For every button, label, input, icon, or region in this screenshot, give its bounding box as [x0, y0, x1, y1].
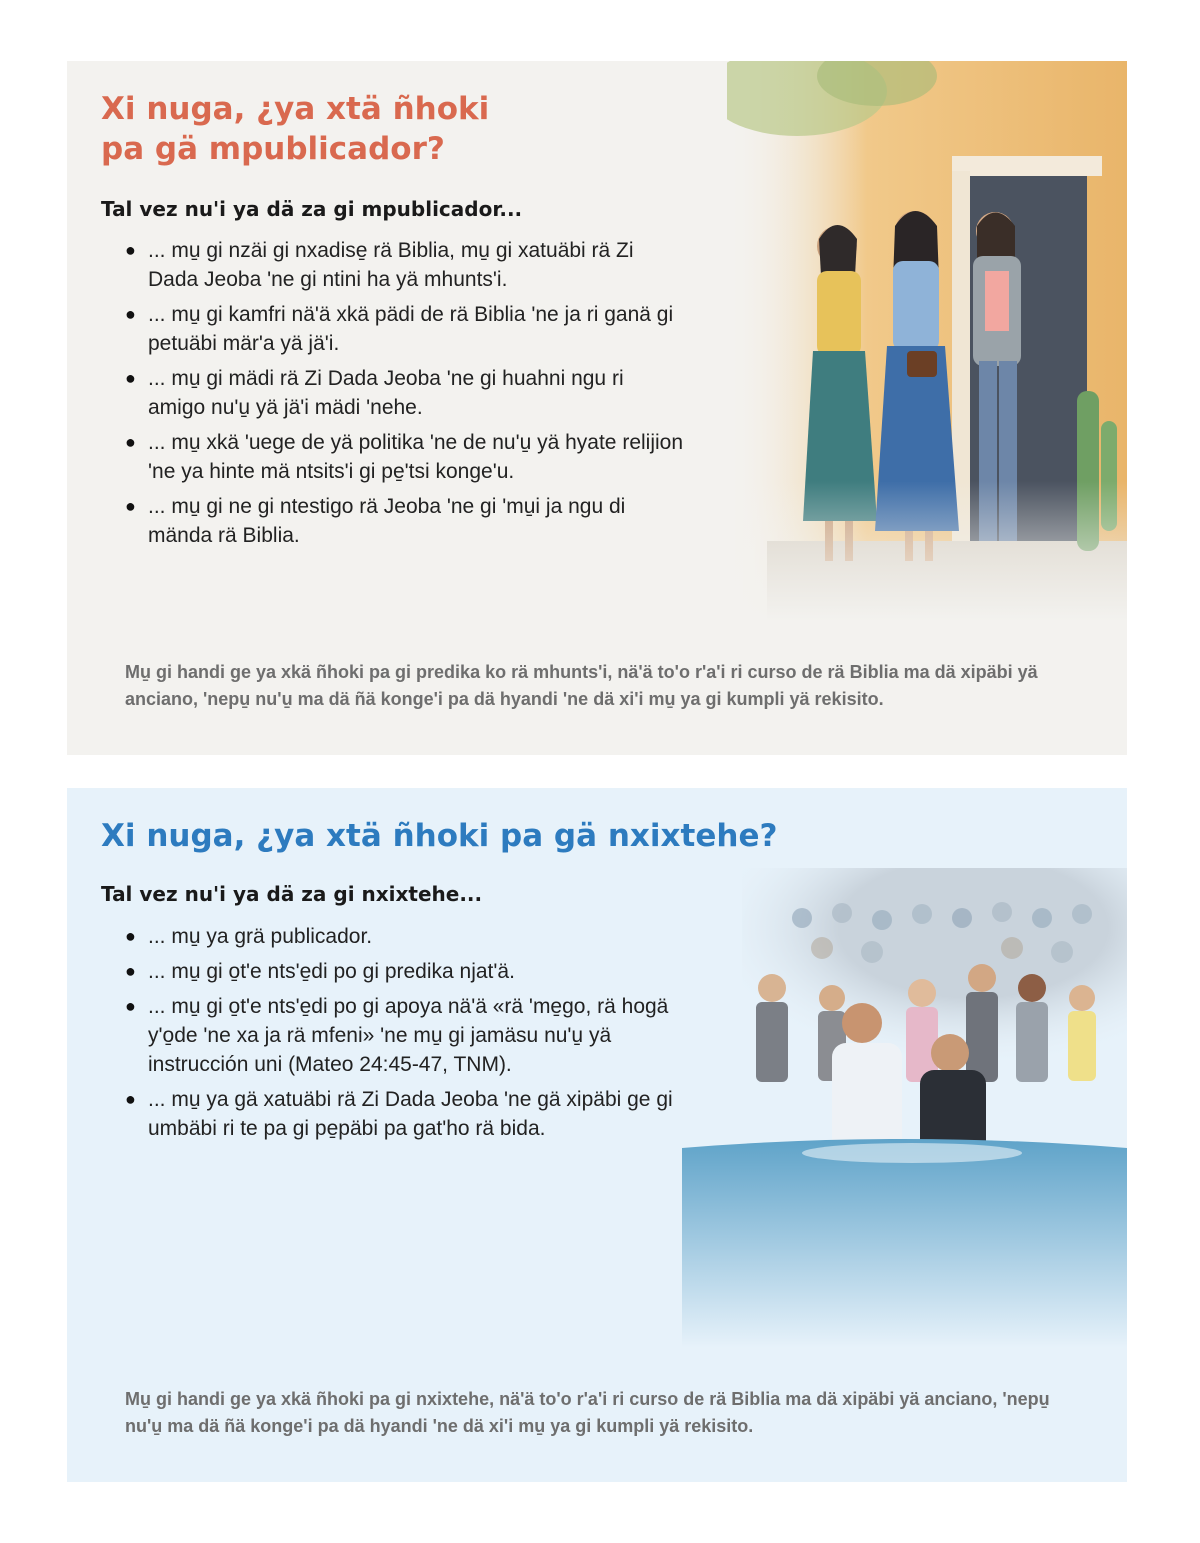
bullet-icon: ● [125, 996, 136, 1016]
list-item: ● ... mu̱ xkä 'uege de yä politika 'ne de nu'u̱ yä hyate relijion 'ne ya hinte mä ntsits'i gi pe̱'tsi konge'u. [125, 428, 685, 486]
list-item: ● ... mu̱ gi ne gi ntestigo rä Jeoba 'ne gi 'mu̱i ja ngu di mända rä Biblia. [125, 492, 685, 550]
publisher-title: Xi nuga, ¿ya xtä ñhoki pa gä mpublicador? [101, 91, 490, 167]
baptism-subtitle: Tal vez nu'i ya dä za gi nxixtehe... [101, 882, 483, 906]
bullet-icon: ● [125, 1089, 136, 1109]
list-item: ● ... mu̱ gi mädi rä Zi Dada Jeoba 'ne gi huahni ngu ri amigo nu'u̱ yä jä'i mädi 'nehe. [125, 364, 685, 422]
baptism-requirements-list [125, 922, 685, 1149]
list-item: ● ... mu̱ ya gä xatuäbi rä Zi Dada Jeoba 'ne gä xipäbi ge gi umbäbi ri te pa gi pe̱päbi pa gat'ho rä bida. [125, 1085, 685, 1143]
publisher-panel [67, 61, 1127, 755]
bullet-icon: ● [125, 432, 136, 452]
baptism-note: Mu̱ gi handi ge ya xkä ñhoki pa gi nxixtehe, nä'ä to'o r'a'i ri curso de rä Biblia ma dä xipäbi yä anciano, 'nepu̱ nu'u̱ ma dä ñä konge'i pa dä hyandi 'ne dä xi'i mu̱ ya gi kumpli yä rekisito. [125, 1389, 1050, 1436]
list-item: ● ... mu̱ gi o̱t'e nts'e̱di po gi apoya nä'ä «rä 'me̱go, rä hogä y'o̱de 'ne xa ja rä mfeni» 'ne mu̱ gi jamäsu nu'u̱ yä instrucción uni (Mateo 24:45-47, TNM). [125, 992, 685, 1079]
publisher-subtitle: Tal vez nu'i ya dä za gi mpublicador... [101, 197, 523, 221]
bullet-icon: ● [125, 496, 136, 516]
door-to-door-illustration [727, 61, 1127, 621]
bullet-icon: ● [125, 926, 136, 946]
publisher-requirements-list [125, 236, 685, 556]
baptism-title: Xi nuga, ¿ya xtä ñhoki pa gä nxixtehe? [101, 818, 778, 854]
bullet-icon: ● [125, 240, 136, 260]
list-item: ● ... mu̱ ya grä publicador. [125, 922, 685, 951]
baptism-illustration [682, 848, 1127, 1348]
list-item: ● ... mu̱ gi o̱t'e nts'e̱di po gi predika njat'ä. [125, 957, 685, 986]
baptism-panel [67, 788, 1127, 1482]
bullet-icon: ● [125, 961, 136, 981]
list-item: ● ... mu̱ gi kamfri nä'ä xkä pädi de rä Biblia 'ne ja ri ganä gi petuäbi mär'a yä jä'i. [125, 300, 685, 358]
publisher-note: Mu̱ gi handi ge ya xkä ñhoki pa gi predika ko rä mhunts'i, nä'ä to'o r'a'i ri curso de rä Biblia ma dä xipäbi yä anciano, 'nepu̱ nu'u̱ ma dä ñä konge'i pa dä hyandi 'ne dä xi'i mu̱ ya gi kumpli yä rekisito. [125, 662, 1038, 709]
list-item: ● ... mu̱ gi nzäi gi nxadise̱ rä Biblia, mu̱ gi xatuäbi rä Zi Dada Jeoba 'ne gi ntini ha yä mhunts'i. [125, 236, 685, 294]
bullet-icon: ● [125, 368, 136, 388]
bullet-icon: ● [125, 304, 136, 324]
